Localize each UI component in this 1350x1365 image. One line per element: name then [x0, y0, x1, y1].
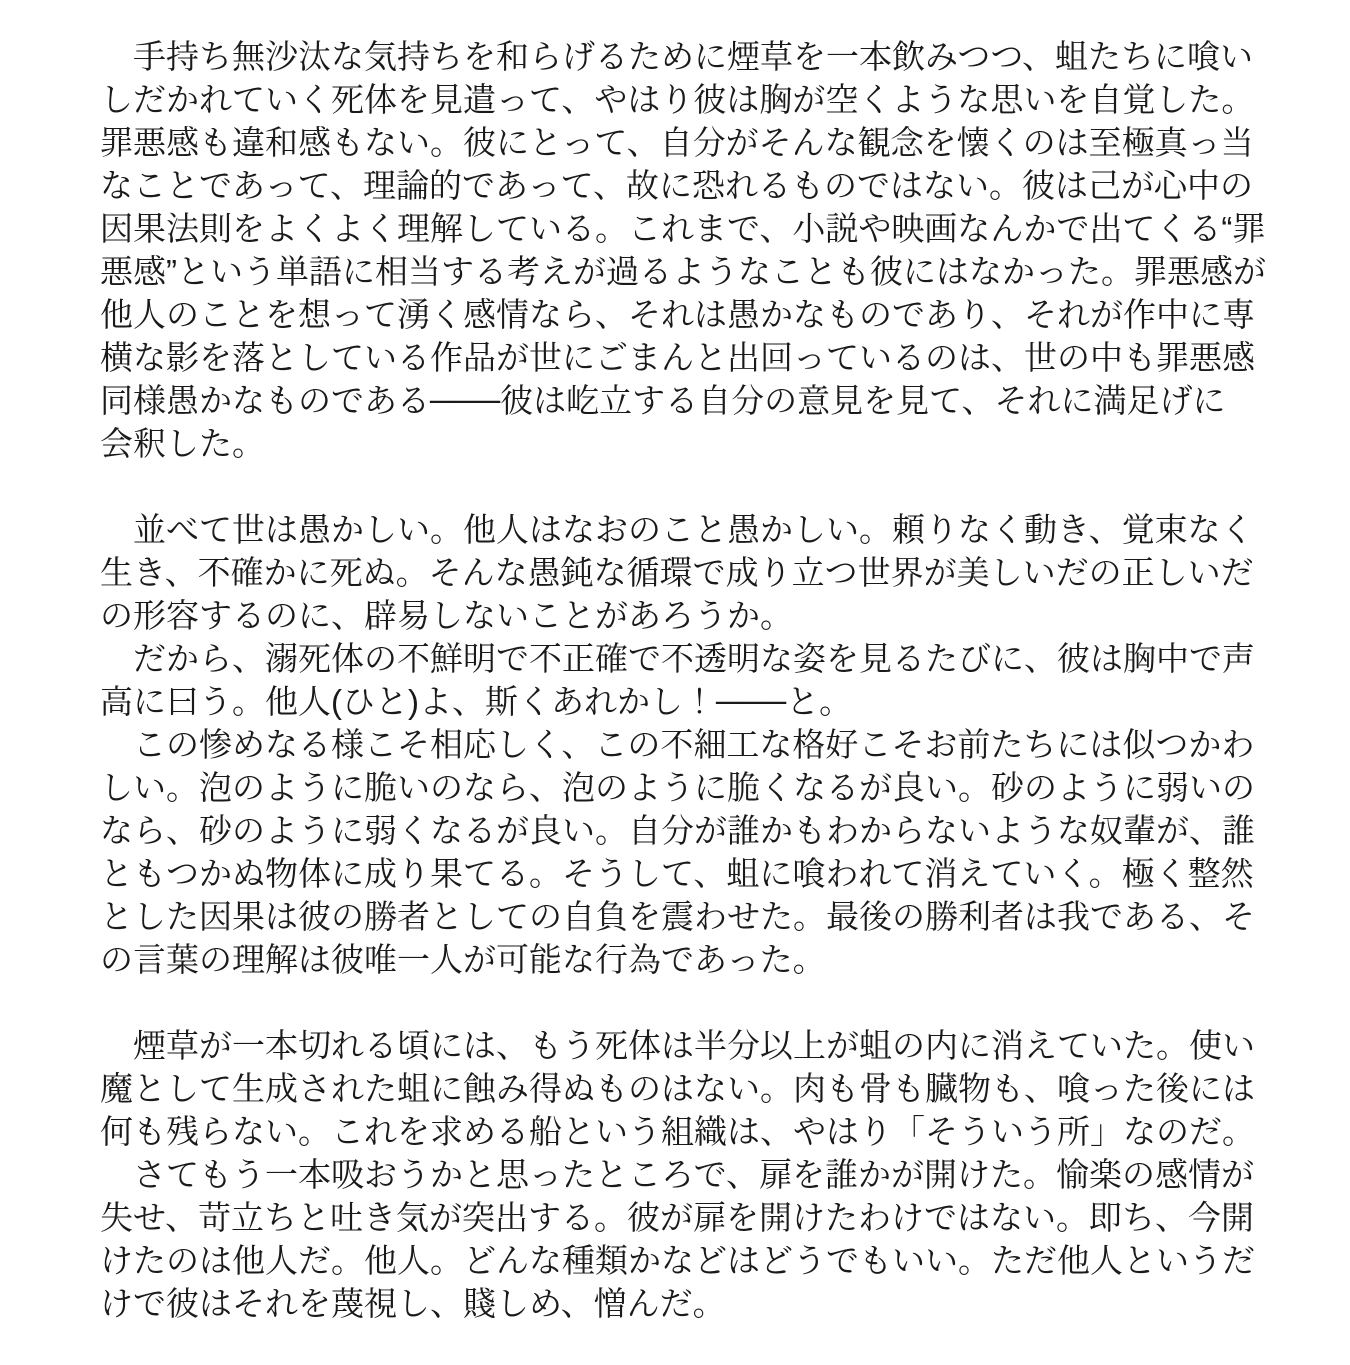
text-line: だから、溺死体の不鮮明で不正確で不透明な姿を見るたびに、彼は胸中で声	[100, 640, 1255, 677]
text-line: 煙草が一本切れる頃には、もう死体は半分以上が蛆の内に消えていた。使い	[100, 1027, 1255, 1064]
novel-text-body	[100, 35, 1266, 1325]
text-line: ともつかぬ物体に成り果てる。そうして、蛆に喰われて消えていく。極く整然	[100, 855, 1254, 892]
text-line: なことであって、理論的であって、故に恐れるものではない。彼は己が心中の	[100, 167, 1254, 204]
text-line: なら、砂のように弱くなるが良い。自分が誰かもわからないような奴輩が、誰	[100, 812, 1255, 849]
text-line: 高に曰う。他人(ひと)よ、斯くあれかし！───と。	[100, 683, 853, 720]
paragraph	[100, 508, 1260, 637]
text-line: 魔として生成された蛆に蝕み得ぬものはない。肉も骨も臓物も、喰った後には	[100, 1070, 1255, 1107]
text-line: 他人のことを想って湧く感情なら、それは愚かなものであり、それが作中に専	[100, 296, 1255, 333]
text-line: 悪感”という単語に相当する考えが過るようなことも彼にはなかった。罪悪感が	[100, 253, 1266, 290]
text-line: さてもう一本吸おうかと思ったところで、扉を誰かが開けた。愉楽の感情が	[100, 1156, 1255, 1193]
text-line: とした因果は彼の勝者としての自負を震わせた。最後の勝利者は我である、そ	[100, 898, 1255, 935]
paragraph	[100, 35, 1266, 465]
text-line: の形容するのに、辟易しないことがあろうか。	[100, 597, 793, 634]
paragraph-spacer	[100, 981, 1260, 1024]
text-line: 生き、不確かに死ぬ。そんな愚鈍な循環で成り立つ世界が美しいだの正しいだ	[100, 554, 1254, 591]
text-line: しい。泡のように脆いのなら、泡のように脆くなるが良い。砂のように弱いの	[100, 769, 1255, 806]
text-line: けたのは他人だ。他人。どんな種類かなどはどうでもいい。ただ他人というだ	[100, 1242, 1255, 1279]
paragraph	[100, 637, 1260, 723]
text-line: この惨めなる様こそ相応しく、この不細工な格好こそお前たちには似つかわ	[100, 726, 1255, 763]
paragraph-spacer	[100, 465, 1260, 508]
text-line: 会釈した。	[100, 425, 265, 462]
text-line: 罪悪感も違和感もない。彼にとって、自分がそんな観念を懐くのは至極真っ当	[100, 124, 1254, 161]
text-line: 因果法則をよくよく理解している。これまで、小説や映画なんかで出てくる“罪	[100, 210, 1266, 247]
text-line: 失せ、苛立ちと吐き気が突出する。彼が扉を開けたわけではない。即ち、今開	[100, 1199, 1255, 1236]
text-line: 横な影を落としている作品が世にごまんと出回っているのは、世の中も罪悪感	[100, 339, 1255, 376]
text-line: 手持ち無沙汰な気持ちを和らげるために煙草を一本飲みつつ、蛆たちに喰い	[100, 38, 1254, 75]
paragraph	[100, 1153, 1260, 1325]
paragraph	[100, 1024, 1260, 1153]
text-line: しだかれていく死体を見遣って、やはり彼は胸が空くような思いを自覚した。	[100, 81, 1255, 118]
text-line: けで彼はそれを蔑視し、賤しめ、憎んだ。	[100, 1285, 726, 1322]
text-line: 並べて世は愚かしい。他人はなおのこと愚かしい。頼りなく動き、覚束なく	[100, 511, 1254, 548]
text-line: の言葉の理解は彼唯一人が可能な行為であった。	[100, 941, 826, 978]
text-line: 何も残らない。これを求める船という組織は、やはり「そういう所」なのだ。	[100, 1113, 1255, 1150]
paragraph	[100, 723, 1260, 981]
text-line: 同様愚かなものである───彼は屹立する自分の意見を見て、それに満足げに	[100, 382, 1226, 419]
